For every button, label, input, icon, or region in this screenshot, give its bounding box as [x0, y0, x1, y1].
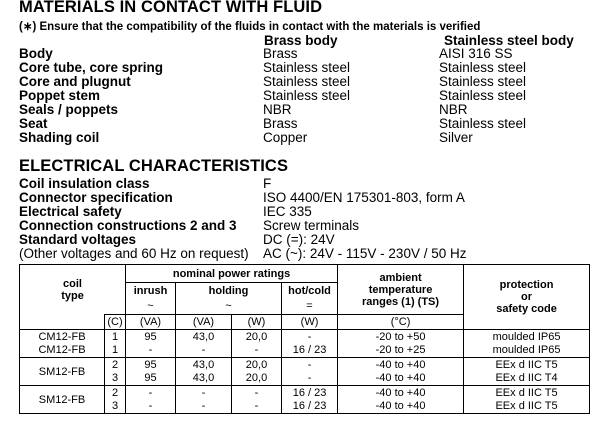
type-label: type — [61, 289, 84, 302]
material-part: Seat — [19, 116, 48, 131]
temp-range-cell: -40 to +40 — [338, 358, 464, 372]
electrical-row — [19, 219, 589, 233]
holding-tilde: ~ — [176, 299, 282, 315]
temp-range-cell: -20 to +50 — [338, 330, 464, 344]
protection-cell: EEx d IIC T5 — [464, 386, 590, 400]
electrical-row — [19, 205, 589, 219]
material-brass: Stainless steel — [263, 60, 351, 75]
materials-title: MATERIALS IN CONTACT WITH FLUID — [19, 0, 323, 16]
unit-c: (C) — [105, 315, 126, 330]
construction-cell: 2 — [105, 358, 126, 372]
temp-range-cell: -40 to +40 — [338, 400, 464, 414]
electrical-label: Electrical safety — [19, 204, 122, 219]
material-row — [19, 89, 589, 103]
holding-va-cell: 43,0 — [176, 372, 232, 386]
holding-va-cell: - — [176, 344, 232, 358]
inrush-tilde: ~ — [126, 299, 176, 315]
electrical-title: ELECTRICAL CHARACTERISTICS — [19, 157, 289, 175]
material-part: Poppet stem — [19, 88, 101, 103]
holding-va-cell: - — [176, 400, 232, 414]
electrical-value: DC (=): 24V — [263, 232, 335, 247]
coil-type-cell: SM12-FB — [20, 358, 105, 386]
material-ss: Stainless steel — [439, 116, 527, 131]
ambient-line1: ambient — [379, 271, 422, 284]
coil-type-cell: CM12-FB — [20, 330, 105, 344]
material-part: Core and plugnut — [19, 74, 131, 89]
material-ss: Stainless steel — [439, 88, 527, 103]
unit-va-holding: (VA) — [176, 315, 232, 330]
electrical-label: Standard voltages — [19, 232, 137, 247]
ambient-line3: ranges (1) (TS) — [362, 295, 440, 308]
protection-line1: protection — [499, 279, 554, 291]
electrical-other-row — [19, 247, 589, 261]
construction-cell: 1 — [105, 344, 126, 358]
construction-cell: 3 — [105, 400, 126, 414]
hotcold-cell: - — [282, 372, 338, 386]
table-row — [20, 330, 590, 344]
hotcold-cell: 16 / 23 — [282, 400, 338, 414]
electrical-label: Connection constructions 2 and 3 — [19, 218, 237, 233]
electrical-row — [19, 177, 589, 191]
protection-cell: EEx d IIC T4 — [464, 372, 590, 386]
material-row — [19, 103, 589, 117]
inrush-cell: 95 — [126, 358, 176, 372]
temp-range-cell: -20 to +25 — [338, 344, 464, 358]
ambient-line2: temperature — [368, 283, 433, 296]
material-ss: Silver — [439, 130, 473, 145]
holding-w-cell: - — [232, 400, 282, 414]
inrush-header: inrush — [126, 283, 176, 299]
material-row — [19, 61, 589, 75]
material-brass: Brass — [263, 46, 298, 61]
coil-type-cell: CM12-FB — [20, 344, 105, 358]
nominal-power-header: nominal power ratings — [126, 265, 338, 283]
protection-cell: EEx d IIC T5 — [464, 358, 590, 372]
material-ss: Stainless steel — [439, 60, 527, 75]
unit-temp: (°C) — [338, 315, 464, 330]
unit-va-inrush: (VA) — [126, 315, 176, 330]
stainless-body-header: Stainless steel body — [444, 33, 574, 48]
holding-header: holding — [176, 283, 282, 299]
holding-w-cell: 20,0 — [232, 330, 282, 344]
ac-voltages: AC (~): 24V - 115V - 230V / 50 Hz — [263, 246, 467, 261]
compatibility-note: (∗) Ensure that the compatibility of the fluids in contact with the materials is verified — [19, 21, 481, 33]
hotcold-equals: = — [282, 299, 338, 315]
material-row — [19, 47, 589, 61]
construction-cell: 2 — [105, 386, 126, 400]
table-row — [20, 344, 590, 358]
material-part: Seals / poppets — [19, 102, 119, 117]
material-brass: Copper — [263, 130, 308, 145]
material-brass: Stainless steel — [263, 74, 351, 89]
holding-w-cell: 20,0 — [232, 372, 282, 386]
material-ss: NBR — [439, 102, 468, 117]
unit-w-hotcold: (W) — [282, 315, 338, 330]
unit-blank — [20, 315, 105, 330]
material-ss: AISI 316 SS — [439, 46, 513, 61]
temp-range-cell: -40 to +40 — [338, 372, 464, 386]
hotcold-cell: 16 / 23 — [282, 344, 338, 358]
protection-cell: EEx d IIC T5 — [464, 400, 590, 414]
material-brass: NBR — [263, 102, 292, 117]
holding-w-cell: - — [232, 386, 282, 400]
protection-cell: moulded IP65 — [464, 330, 590, 344]
holding-w-cell: 20,0 — [232, 358, 282, 372]
inrush-cell: 95 — [126, 330, 176, 344]
holding-va-cell: - — [176, 386, 232, 400]
coil-label: coil — [63, 277, 82, 290]
construction-cell: 3 — [105, 372, 126, 386]
coil-type-header — [20, 265, 126, 315]
construction-cell: 1 — [105, 330, 126, 344]
hotcold-cell: 16 / 23 — [282, 386, 338, 400]
electrical-value: ISO 4400/EN 175301-803, form A — [263, 190, 465, 205]
protection-line2: or — [521, 291, 533, 303]
inrush-cell: - — [126, 400, 176, 414]
coil-spec-table — [19, 264, 590, 414]
brass-body-header: Brass body — [264, 33, 338, 48]
hotcold-cell: - — [282, 358, 338, 372]
protection-cell: moulded IP65 — [464, 344, 590, 358]
material-row — [19, 131, 589, 145]
table-row — [20, 358, 590, 372]
protection-header — [464, 265, 590, 330]
inrush-cell: 95 — [126, 372, 176, 386]
material-row — [19, 75, 589, 89]
ambient-temp-header — [338, 265, 464, 315]
holding-va-cell: 43,0 — [176, 330, 232, 344]
material-part: Core tube, core spring — [19, 60, 164, 75]
holding-va-cell: 43,0 — [176, 358, 232, 372]
table-row — [20, 400, 590, 414]
material-row — [19, 117, 589, 131]
coil-type-cell: SM12-FB — [20, 386, 105, 414]
electrical-value: Screw terminals — [263, 218, 360, 233]
table-row — [20, 386, 590, 400]
holding-w-cell: - — [232, 344, 282, 358]
electrical-label: Coil insulation class — [19, 176, 150, 191]
electrical-value: F — [263, 176, 272, 191]
inrush-cell: - — [126, 386, 176, 400]
table-row — [20, 372, 590, 386]
material-part: Shading coil — [19, 130, 100, 145]
temp-range-cell: -40 to +40 — [338, 386, 464, 400]
electrical-row — [19, 233, 589, 247]
other-voltages-note: (Other voltages and 60 Hz on request) — [19, 246, 249, 261]
unit-w-holding: (W) — [232, 315, 282, 330]
electrical-label: Connector specification — [19, 190, 173, 205]
inrush-cell: - — [126, 344, 176, 358]
material-part: Body — [19, 46, 53, 61]
electrical-value: IEC 335 — [263, 204, 312, 219]
material-brass: Stainless steel — [263, 88, 351, 103]
material-brass: Brass — [263, 116, 298, 131]
hotcold-cell: - — [282, 330, 338, 344]
hotcold-header: hot/cold — [282, 283, 338, 299]
protection-line3: safety code — [496, 303, 557, 315]
material-ss: Stainless steel — [439, 74, 527, 89]
electrical-row — [19, 191, 589, 205]
